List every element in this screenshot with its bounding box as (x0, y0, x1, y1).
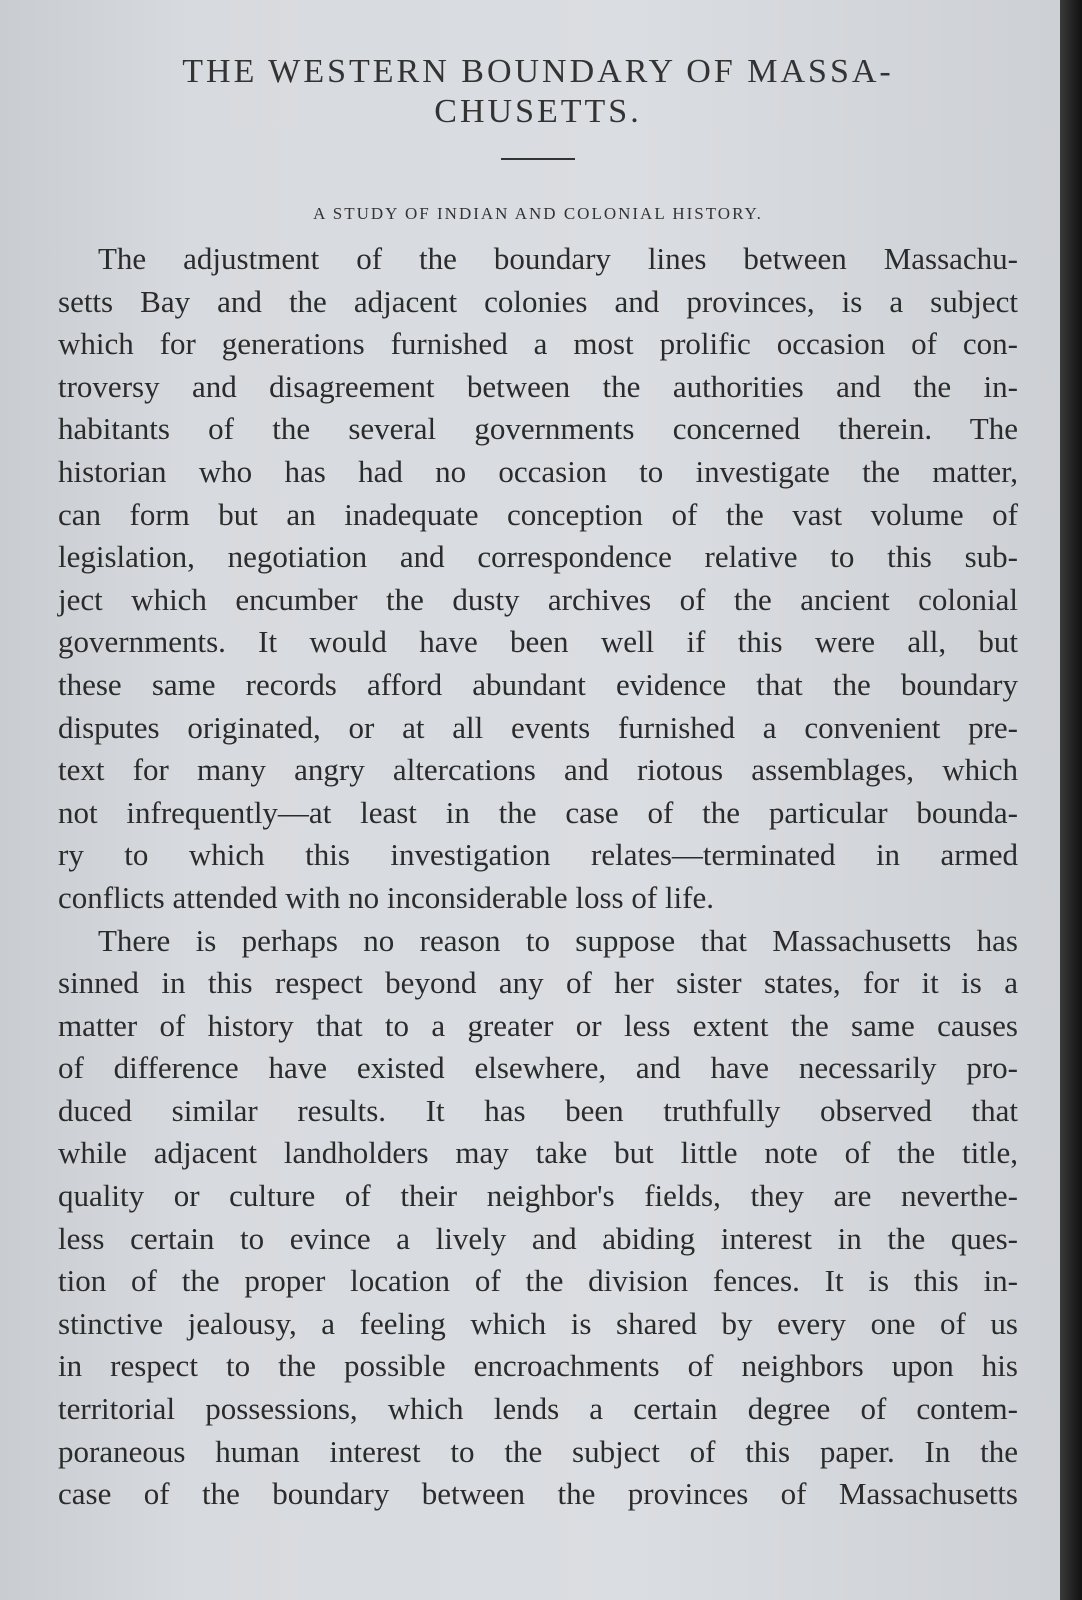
text-line: habitants of the several governments concerned therein. The (58, 411, 1018, 447)
text-line: sinned in this respect beyond any of her sister states, for it is a (58, 965, 1018, 1001)
text-line: these same records afford abundant evidence that the boundary (58, 666, 1018, 702)
text-line: ject which encumber the dusty archives of the ancient colonial (58, 581, 1018, 617)
text-line: tion of the proper location of the division fences. It is this in- (58, 1263, 1018, 1299)
text-line: troversy and disagreement between the authorities and the in- (58, 368, 1018, 404)
text-line: disputes originated, or at all events furnished a convenient pre- (58, 709, 1018, 745)
text-line: poraneous human interest to the subject of this paper. In the (58, 1433, 1018, 1469)
text-line: quality or culture of their neighbor's fields, they are neverthe- (58, 1178, 1018, 1214)
text-line: of difference have existed elsewhere, and have necessarily pro- (58, 1050, 1018, 1086)
text-line: stinctive jealousy, a feeling which is shared by every one of us (58, 1305, 1018, 1341)
article-title (58, 0, 1018, 132)
text-line: setts Bay and the adjacent colonies and provinces, is a subject (58, 283, 1018, 319)
text-line: which for generations furnished a most prolific occasion of con- (58, 326, 1018, 362)
article-body (58, 238, 1018, 1516)
text-line: duced similar results. It has been truthfully observed that (58, 1092, 1018, 1128)
paragraph-2 (58, 920, 1018, 1516)
text-line: while adjacent landholders may take but little note of the title, (58, 1135, 1018, 1171)
title-line-2: CHUSETTS. (434, 93, 642, 130)
text-line: historian who has had no occasion to investigate the matter, (58, 453, 1018, 489)
text-line: territorial possessions, which lends a certain degree of contem- (58, 1391, 1018, 1427)
article-subtitle: A STUDY OF INDIAN AND COLONIAL HISTORY. (313, 204, 763, 223)
title-divider (501, 158, 575, 160)
text-line: in respect to the possible encroachments of neighbors upon his (58, 1348, 1018, 1384)
text-line: governments. It would have been well if this were all, but (58, 624, 1018, 660)
paragraph-1 (58, 238, 1018, 920)
text-line: matter of history that to a greater or less extent the same causes (58, 1007, 1018, 1043)
text-line: ry to which this investigation relates—terminated in armed (58, 837, 1018, 873)
text-line: The adjustment of the boundary lines between Massachu- (98, 241, 1018, 276)
text-line: can form but an inadequate conception of the vast volume of (58, 496, 1018, 532)
text-line: legislation, negotiation and correspondence relative to this sub- (58, 539, 1018, 575)
title-line-1: THE WESTERN BOUNDARY OF MASSA- (182, 53, 894, 90)
text-line: text for many angry altercations and riotous assemblages, which (58, 752, 1018, 788)
text-line: less certain to evince a lively and abiding interest in the ques- (58, 1220, 1018, 1256)
text-line: conflicts attended with no inconsiderable loss of life. (58, 879, 714, 915)
page-edge-shadow (1060, 0, 1082, 1600)
text-line: not infrequently—at least in the case of the particular bounda- (58, 794, 1018, 830)
text-line: There is perhaps no reason to suppose that Massachusetts has (98, 922, 1018, 958)
text-line: case of the boundary between the provinces of Massachusetts (58, 1476, 1018, 1512)
